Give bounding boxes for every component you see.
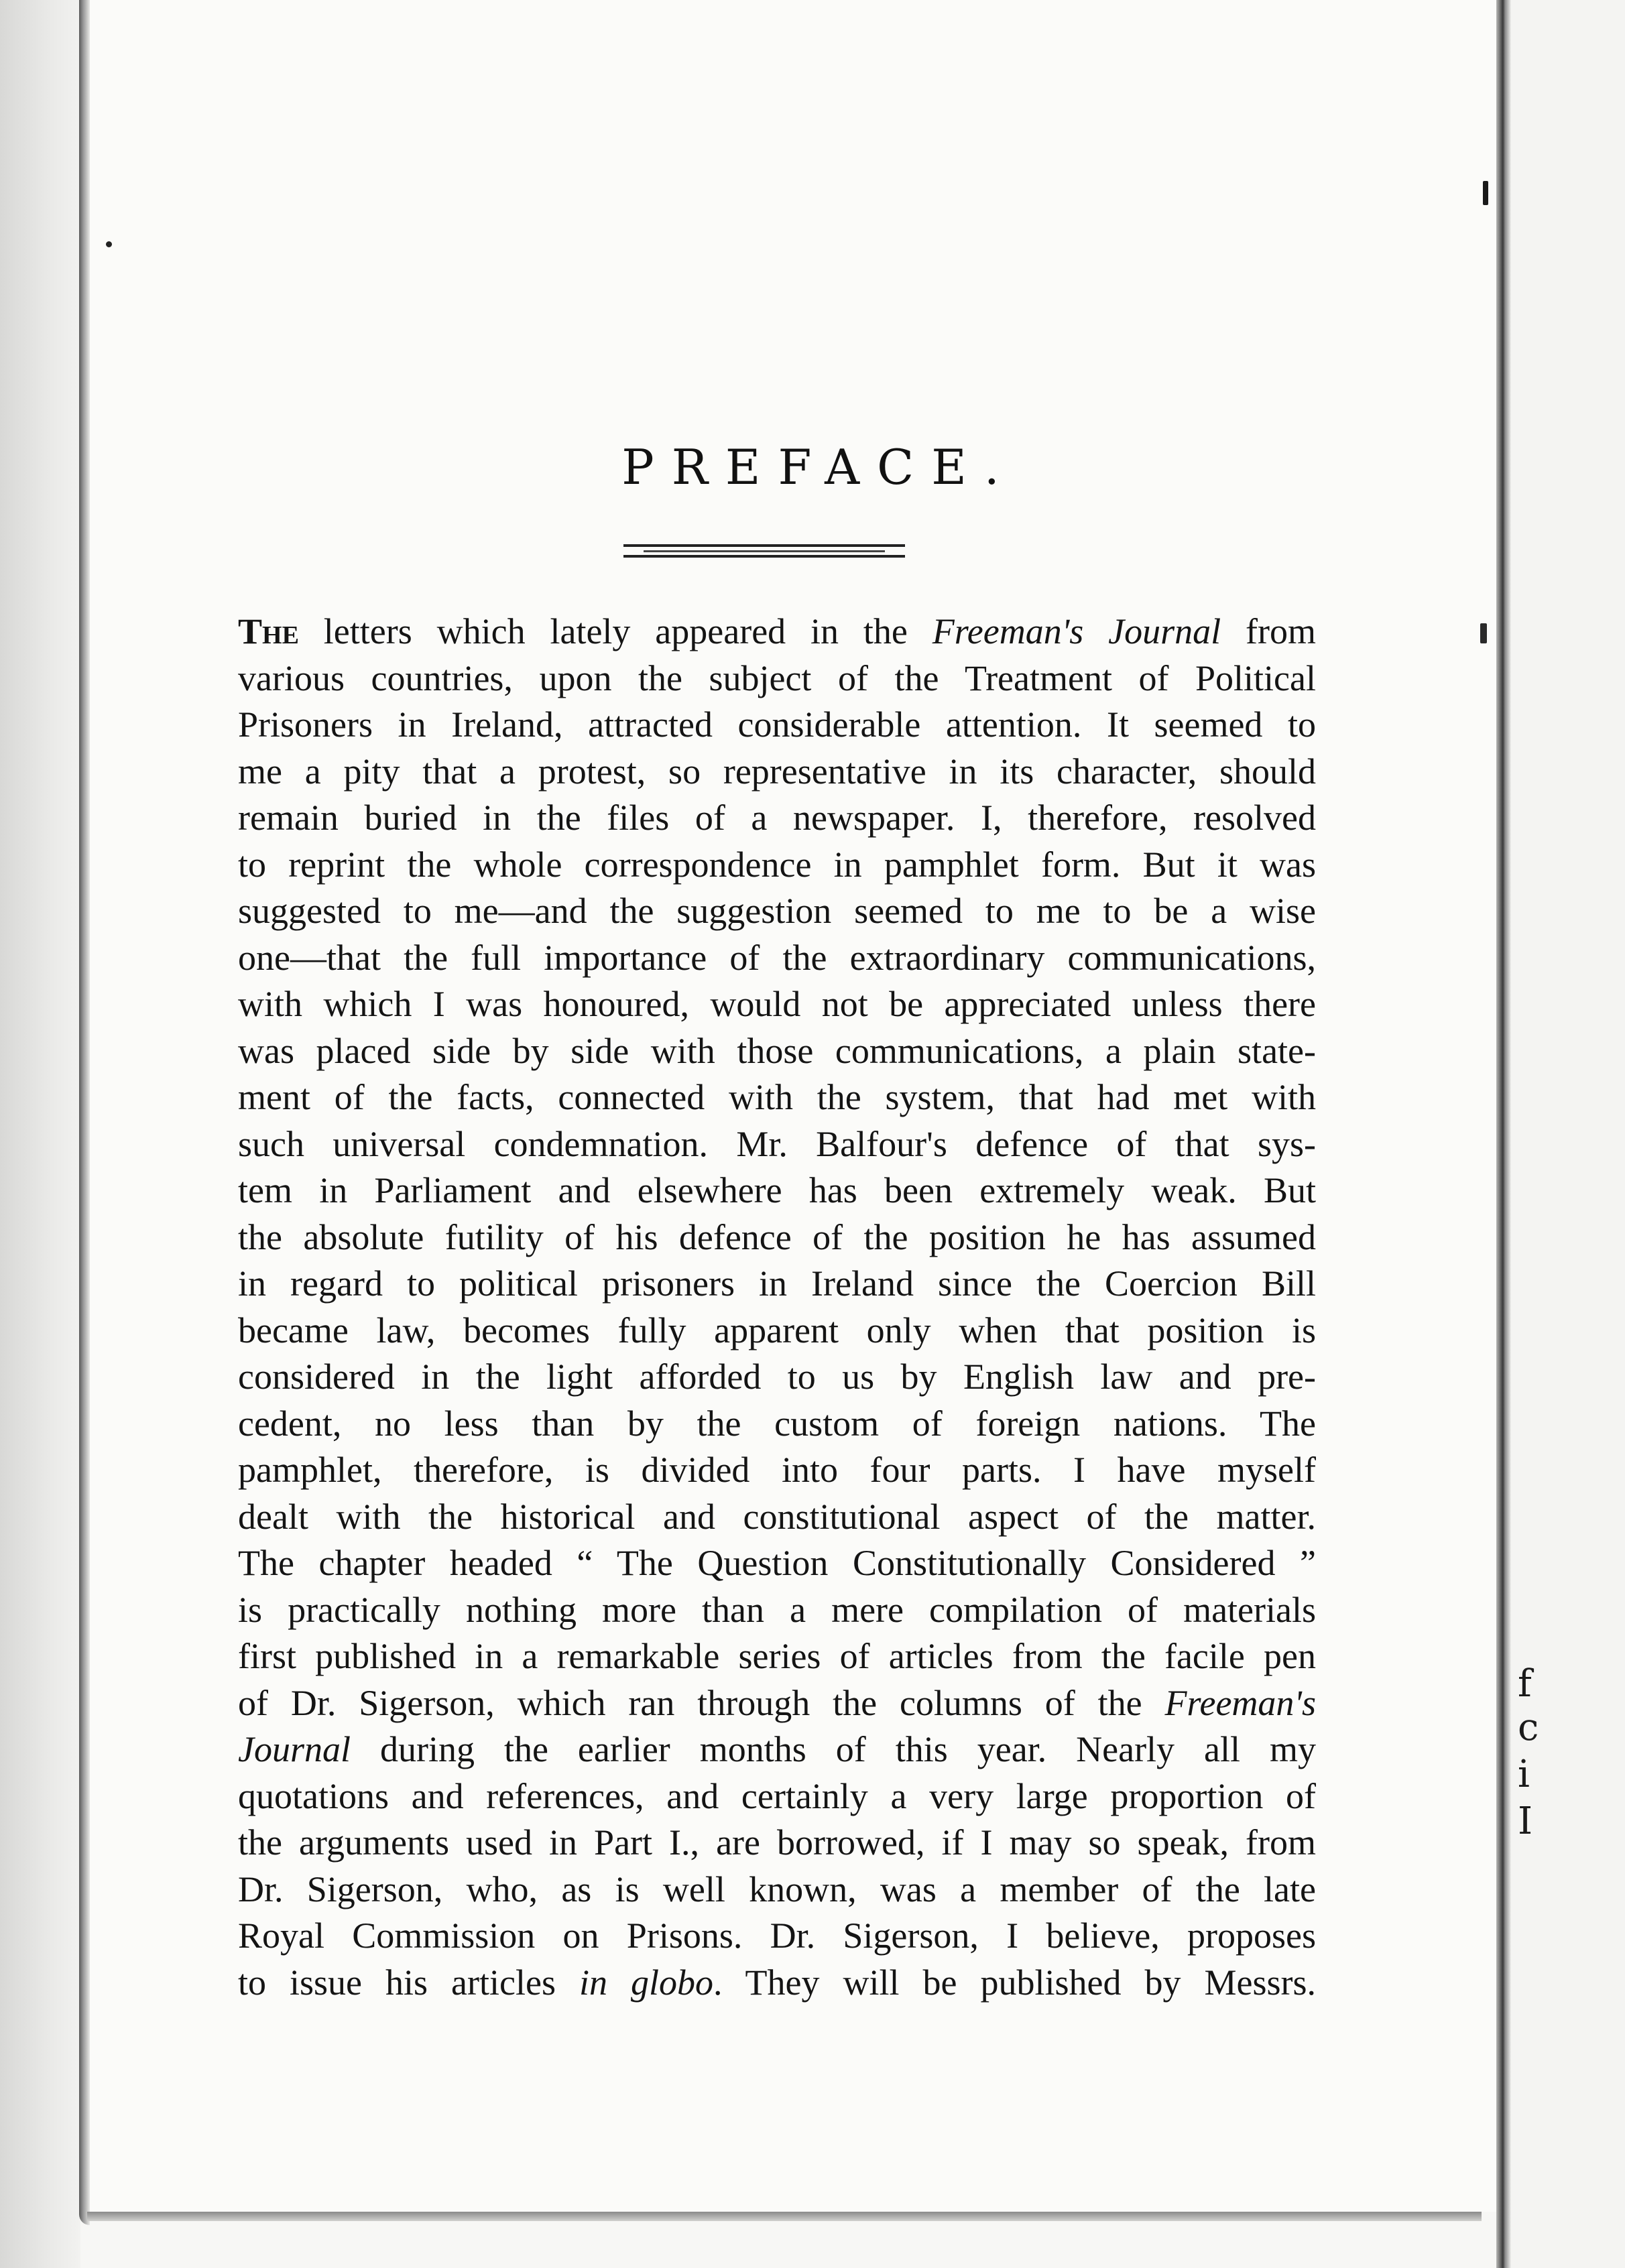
text-line: Prisoners in Ireland, attracted considerable attention. It seemed to bbox=[238, 704, 1316, 745]
facing-page-edge bbox=[1511, 0, 1625, 2268]
ink-speck bbox=[106, 241, 112, 247]
text-line: Royal Commission on Prisons. Dr. Sigerson, I believe, proposes bbox=[238, 1915, 1316, 1956]
text-line: me a pity that a protest, so representative in its character, should bbox=[238, 751, 1316, 792]
text-line: dealt with the historical and constitutional aspect of the matter. bbox=[238, 1496, 1316, 1537]
text-line: to reprint the whole correspondence in pamphlet form. But it was bbox=[238, 844, 1316, 885]
text-line: the arguments used in Part I., are borrowed, if I may so speak, from bbox=[238, 1822, 1316, 1863]
text-line: considered in the light afforded to us by English law and pre- bbox=[238, 1357, 1316, 1397]
text-line: The letters which lately appeared in the Freeman's Journal from bbox=[238, 611, 1317, 651]
page-left-edge-shadow bbox=[79, 0, 90, 2225]
book-gutter bbox=[1496, 0, 1511, 2268]
ink-speck bbox=[1483, 181, 1488, 205]
text-line: first published in a remarkable series of articles from the facile pen bbox=[238, 1636, 1316, 1676]
text-line: Dr. Sigerson, who, as is well known, was a member of the late bbox=[238, 1869, 1316, 1909]
text-line: suggested to me—and the suggestion seemed to me to be a wise bbox=[238, 891, 1316, 931]
text-line: of Dr. Sigerson, which ran through the columns of the Freeman's bbox=[238, 1682, 1316, 1723]
ink-speck bbox=[1480, 623, 1487, 643]
facing-page-fragment: c bbox=[1518, 1706, 1539, 1749]
page-title: PREFACE. bbox=[621, 439, 1017, 495]
page-bottom-edge-shadow bbox=[87, 2212, 1482, 2221]
text-line: remain buried in the files of a newspaper. I, therefore, resolved bbox=[238, 798, 1316, 838]
text-line: quotations and references, and certainly a very large proportion of bbox=[238, 1775, 1316, 1816]
text-line: one—that the full importance of the extraordinary communications, bbox=[238, 937, 1316, 978]
text-line: cedent, no less than by the custom of foreign nations. The bbox=[238, 1403, 1316, 1444]
text-line: the absolute futility of his defence of the position he has assumed bbox=[238, 1216, 1316, 1257]
text-line: Journal during the earlier months of this year. Nearly all my bbox=[238, 1729, 1316, 1769]
text-line: such universal condemnation. Mr. Balfour's defence of that sys- bbox=[238, 1123, 1316, 1164]
title-ornamental-rule bbox=[623, 544, 905, 559]
text-line: tem in Parliament and elsewhere has been extremely weak. But bbox=[238, 1170, 1316, 1210]
text-line: ment of the facts, connected with the system, that had met with bbox=[238, 1077, 1316, 1117]
facing-page-fragment: f bbox=[1518, 1662, 1532, 1706]
preface-body bbox=[238, 609, 1316, 2006]
text-line: various countries, upon the subject of the Treatment of Political bbox=[238, 657, 1316, 698]
text-line: is practically nothing more than a mere compilation of materials bbox=[238, 1589, 1316, 1630]
text-line: became law, becomes fully apparent only when that position is bbox=[238, 1310, 1316, 1350]
text-line: with which I was honoured, would not be appreciated unless there bbox=[238, 984, 1316, 1024]
scan-left-margin bbox=[0, 0, 80, 2268]
text-line: in regard to political prisoners in Ireland since the Coercion Bill bbox=[238, 1263, 1316, 1304]
facing-page-fragment: I bbox=[1518, 1800, 1533, 1843]
text-line: pamphlet, therefore, is divided into four parts. I have myself bbox=[238, 1450, 1316, 1490]
text-line: to issue his articles in globo. They will be published by Messrs. bbox=[238, 1962, 1316, 2003]
text-line: was placed side by side with those communications, a plain state- bbox=[238, 1030, 1316, 1071]
facing-page-fragment: i bbox=[1518, 1753, 1530, 1796]
text-line: The chapter headed “ The Question Constitutionally Considered ” bbox=[238, 1543, 1316, 1583]
